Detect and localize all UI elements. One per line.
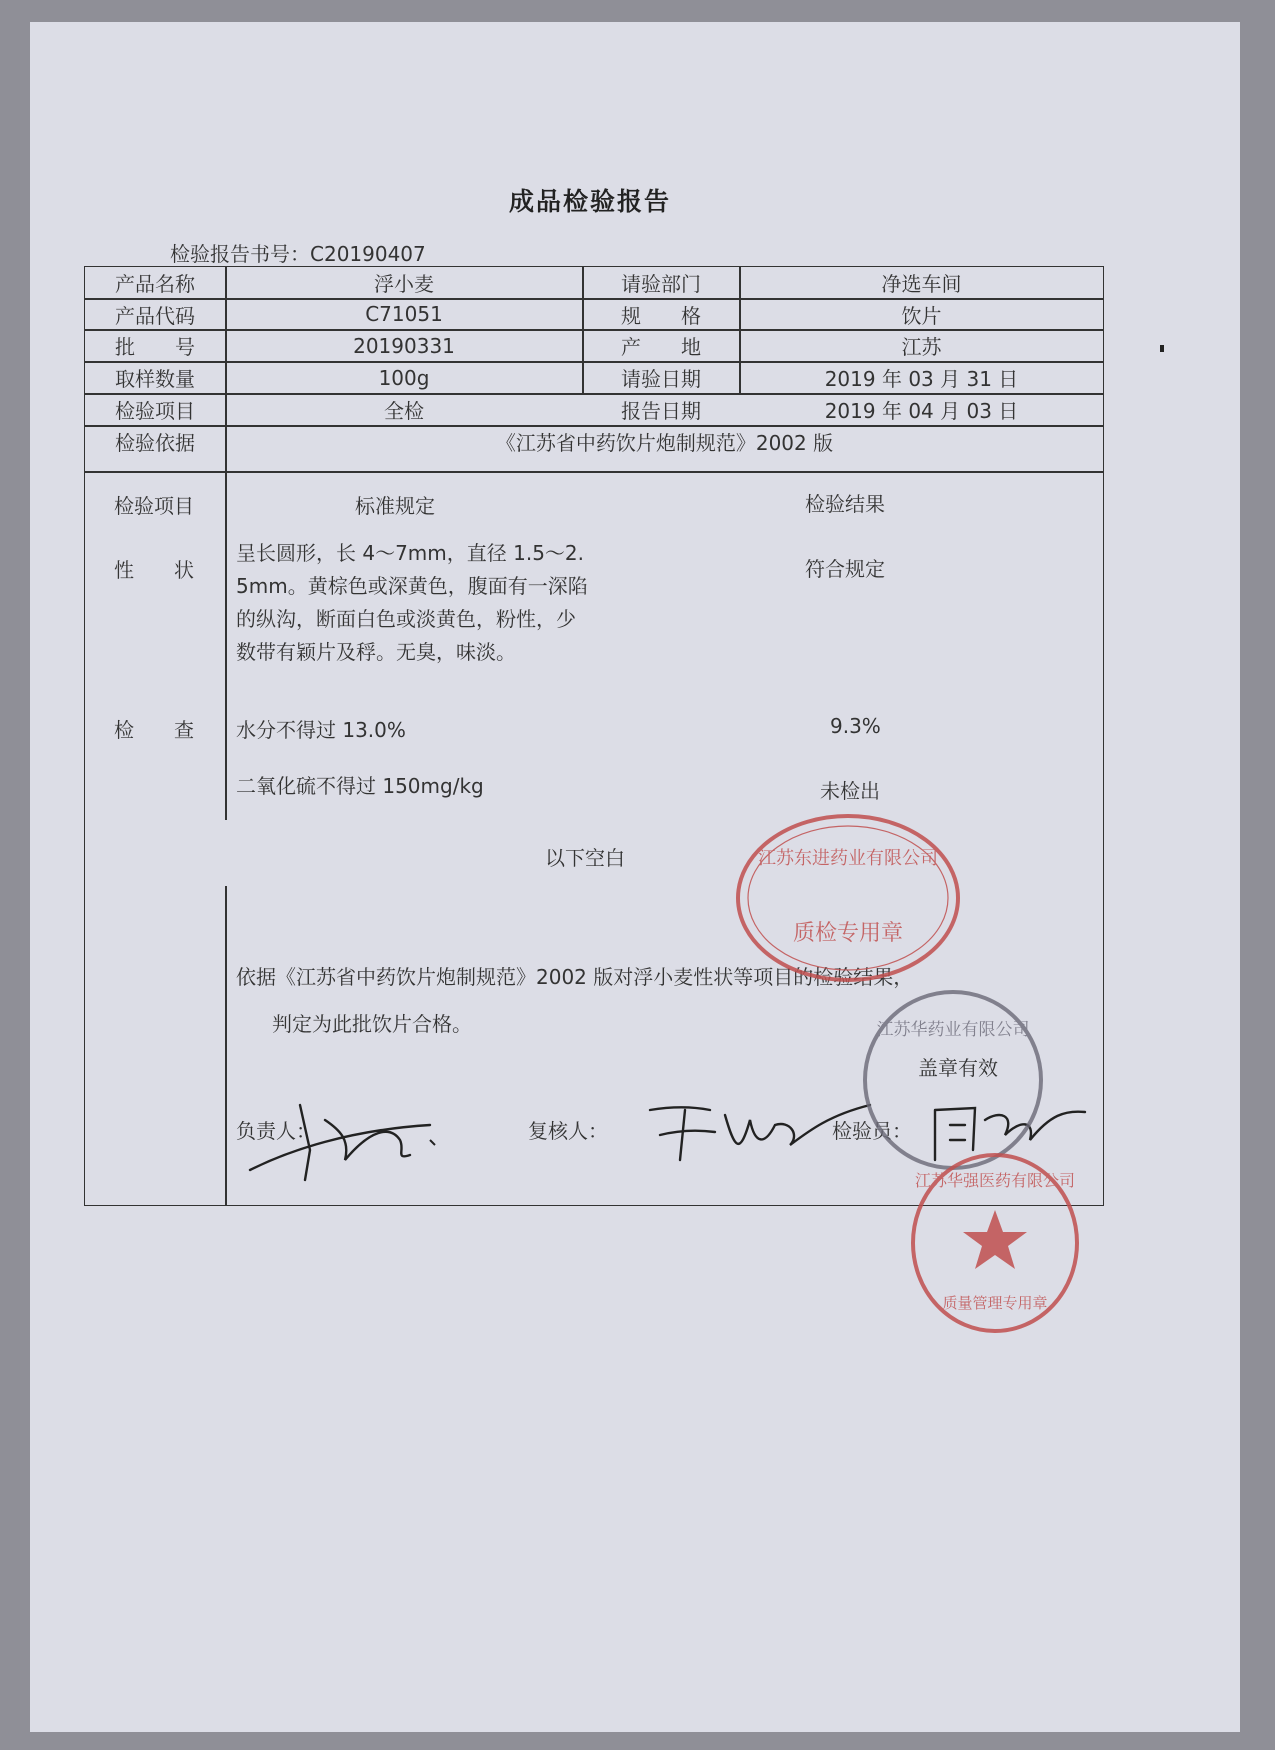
inspection-label: 检 查 bbox=[114, 717, 194, 742]
company-stamp-gray bbox=[858, 985, 1048, 1175]
info-label-origin: 产 地 bbox=[621, 335, 701, 359]
basis-value: 《江苏省中药饮片炮制规范》2002 版 bbox=[495, 431, 834, 455]
moisture-standard: 水分不得过 13.0% bbox=[236, 718, 406, 742]
responsible-signature bbox=[230, 1090, 470, 1190]
basis-label: 检验依据 bbox=[115, 431, 195, 455]
svg-text:质检专用章: 质检专用章 bbox=[792, 921, 904, 946]
info-label-report-date: 报告日期 bbox=[621, 399, 701, 423]
quality-inspection-stamp bbox=[728, 808, 968, 988]
responsible-label: 负责人： bbox=[236, 1119, 316, 1143]
test-header-item: 检验项目 bbox=[114, 493, 194, 518]
info-label-test-item: 检验项目 bbox=[115, 399, 195, 423]
ink-speck bbox=[1160, 345, 1164, 352]
info-label-request-date: 请验日期 bbox=[621, 367, 701, 391]
character-standard: 呈长圆形，长 4～7mm，直径 1.5～2.5mm。黄棕色或深黄色，腹面有一深陷的纵沟，断面白色或淡黄色，粉性，少数带有颖片及稃。无臭，味淡。 bbox=[236, 541, 588, 664]
seal-valid-note: 盖章有效 bbox=[918, 1056, 998, 1080]
character-result: 符合规定 bbox=[805, 557, 885, 581]
inspector-label: 检验员： bbox=[832, 1119, 912, 1143]
info-label-sample-qty: 取样数量 bbox=[115, 367, 195, 391]
info-label-product-code: 产品代码 bbox=[115, 303, 195, 328]
info-label-department: 请验部门 bbox=[621, 272, 701, 296]
test-header-result: 检验结果 bbox=[805, 492, 885, 516]
info-value-test-item: 全检 bbox=[384, 399, 424, 423]
character-label: 性 状 bbox=[114, 557, 194, 582]
reviewer-signature bbox=[640, 1090, 880, 1170]
info-value-report-date: 2019 年 04 月 03 日 bbox=[824, 399, 1019, 423]
info-label-product-name: 产品名称 bbox=[115, 272, 195, 296]
reviewer-label: 复核人： bbox=[528, 1119, 608, 1143]
report-title: 成品检验报告 bbox=[508, 187, 671, 216]
info-value-spec: 饮片 bbox=[901, 303, 942, 328]
quality-management-stamp bbox=[905, 1148, 1085, 1338]
info-label-spec: 规 格 bbox=[621, 303, 701, 328]
sulfur-standard: 二氧化硫不得过 150mg/kg bbox=[236, 774, 484, 798]
conclusion-line-1: 依据《江苏省中药饮片炮制规范》2002 版对浮小麦性状等项目的检验结果， bbox=[236, 965, 914, 989]
moisture-result: 9.3% bbox=[830, 714, 881, 738]
svg-text:江苏东进药业有限公司: 江苏东进药业有限公司 bbox=[758, 848, 938, 869]
svg-text:江苏华药业有限公司: 江苏华药业有限公司 bbox=[876, 1020, 1030, 1040]
blank-note: 以下空白 bbox=[545, 846, 625, 870]
test-header-standard: 标准规定 bbox=[355, 494, 435, 518]
report-number: 检验报告书号：C20190407 bbox=[170, 242, 426, 266]
info-label-batch: 批 号 bbox=[115, 335, 195, 359]
conclusion-line-2: 判定为此批饮片合格。 bbox=[272, 1012, 472, 1036]
info-value-request-date: 2019 年 03 月 31 日 bbox=[824, 367, 1019, 391]
info-value-sample-qty: 100g bbox=[378, 365, 430, 390]
info-value-origin: 江苏 bbox=[901, 335, 942, 359]
sulfur-result: 未检出 bbox=[820, 779, 880, 803]
svg-text:江苏华强医药有限公司: 江苏华强医药有限公司 bbox=[914, 1171, 1076, 1190]
info-value-batch: 20190331 bbox=[353, 333, 455, 358]
svg-text:质量管理专用章: 质量管理专用章 bbox=[942, 1294, 1048, 1312]
info-value-department: 净选车间 bbox=[881, 272, 962, 296]
info-value-product-code: C71051 bbox=[365, 302, 443, 326]
info-value-product-name: 浮小麦 bbox=[374, 272, 434, 296]
